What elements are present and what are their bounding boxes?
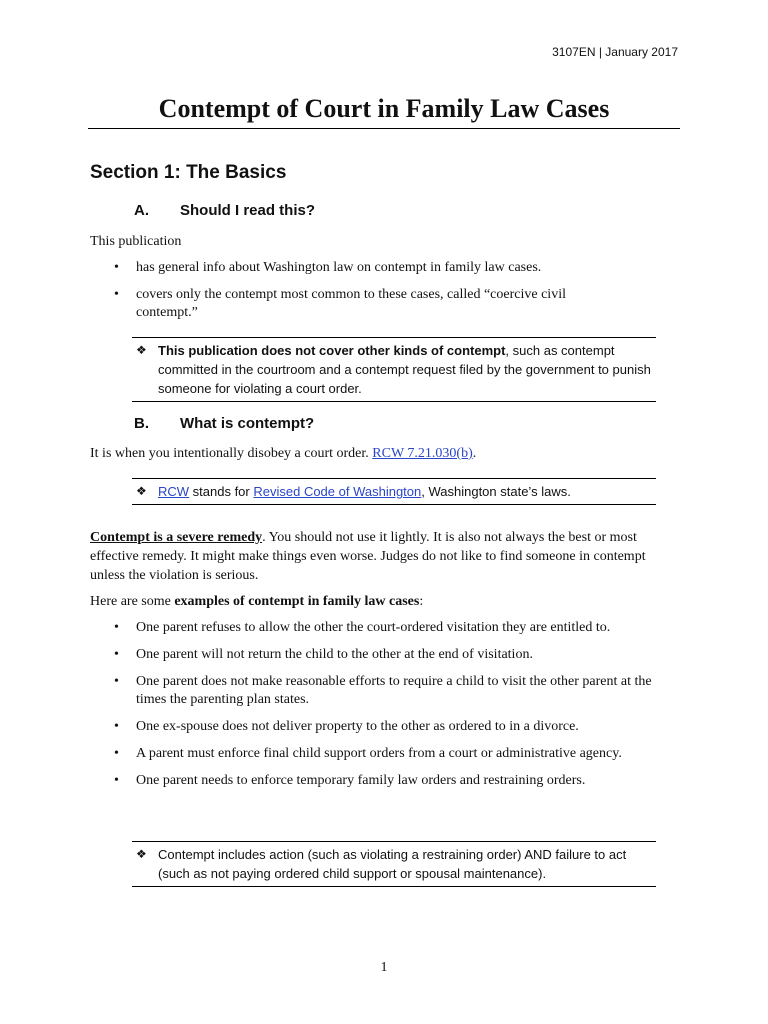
intro-text: This publication [90, 234, 182, 249]
severe-remedy-paragraph [90, 528, 680, 585]
note-box-rcw [132, 478, 656, 505]
note-text: , Washington state’s laws. [421, 484, 571, 499]
title-divider [88, 128, 680, 129]
revised-code-link[interactable]: Revised Code of Washington [253, 484, 422, 499]
subheading-a [134, 202, 315, 219]
severe-remedy-bold: Contempt is a severe remedy [90, 530, 263, 545]
examples-intro-bold: examples of contempt in family law cases [174, 594, 420, 609]
subheading-b-title: What is contempt? [180, 415, 315, 432]
note-body [132, 341, 656, 398]
note-body [132, 482, 656, 501]
note-box-other-contempt [132, 337, 656, 402]
rcw-link[interactable]: RCW [158, 484, 190, 499]
list-item: • One ex-spouse does not deliver property to the other as ordered to in a divorce. [90, 718, 680, 736]
subheading-b-letter: B. [134, 415, 149, 432]
definition-end: . [472, 446, 477, 461]
page-title: Contempt of Court in Family Law Cases [158, 94, 610, 123]
definition-text [90, 444, 680, 463]
document-code-date: 3107EN | January 2017 [552, 45, 678, 59]
list-item: • One parent does not make reasonable efforts to require a child to visit the other parent at the times the parenting plan states. [90, 673, 680, 709]
definition-sentence: It is when you intentionally disobey a court order. [90, 446, 373, 461]
examples-intro-pre: Here are some [90, 594, 175, 609]
note-text: stands for [189, 484, 254, 499]
list-item: • has general info about Washington law on contempt in family law cases. [90, 259, 680, 277]
note-text: , such as contempt committed in the courtroom and a contempt request filed by the government to punish someone for violating a court order. [158, 343, 651, 396]
diamond-bullet-icon: ❖ [136, 847, 147, 861]
list-item: • A parent must enforce final child support orders from a court or administrative agency. [90, 745, 680, 763]
diamond-bullet-icon: ❖ [136, 484, 147, 498]
examples-intro-end: : [419, 594, 424, 609]
subheading-b [134, 415, 314, 432]
list-item: • One parent will not return the child to the other at the end of visitation. [90, 646, 680, 664]
list-item: • covers only the contempt most common to these cases, called “coercive civil contempt.” [90, 286, 680, 322]
diamond-bullet-icon: ❖ [136, 343, 147, 357]
note-box-action-failure [132, 841, 656, 887]
examples-list [90, 619, 680, 799]
section-heading: Section 1: The Basics [90, 162, 287, 183]
note-bold-text: This publication does not cover other kinds of contempt [158, 343, 506, 358]
bullet-list-a [90, 259, 680, 331]
severe-remedy-text: . You should not use it lightly. It is also not always the best or most effective remedy. It might make things even worse. Judges do not like to find someone in contempt unless the violation is serious. [90, 530, 646, 583]
subheading-a-letter: A. [134, 202, 149, 219]
rcw-citation-link[interactable]: RCW 7.21.030(b) [372, 446, 473, 461]
note-body: Contempt includes action (such as violating a restraining order) AND failure to act (such as not paying ordered child support or spousal maintenance). [158, 847, 627, 881]
list-item: • One parent refuses to allow the other the court-ordered visitation they are entitled to. [90, 619, 680, 637]
list-item: • One parent needs to enforce temporary family law orders and restraining orders. [90, 772, 680, 790]
page-number: 1 [380, 960, 388, 975]
subheading-a-title: Should I read this? [180, 202, 316, 219]
examples-intro [90, 592, 680, 611]
